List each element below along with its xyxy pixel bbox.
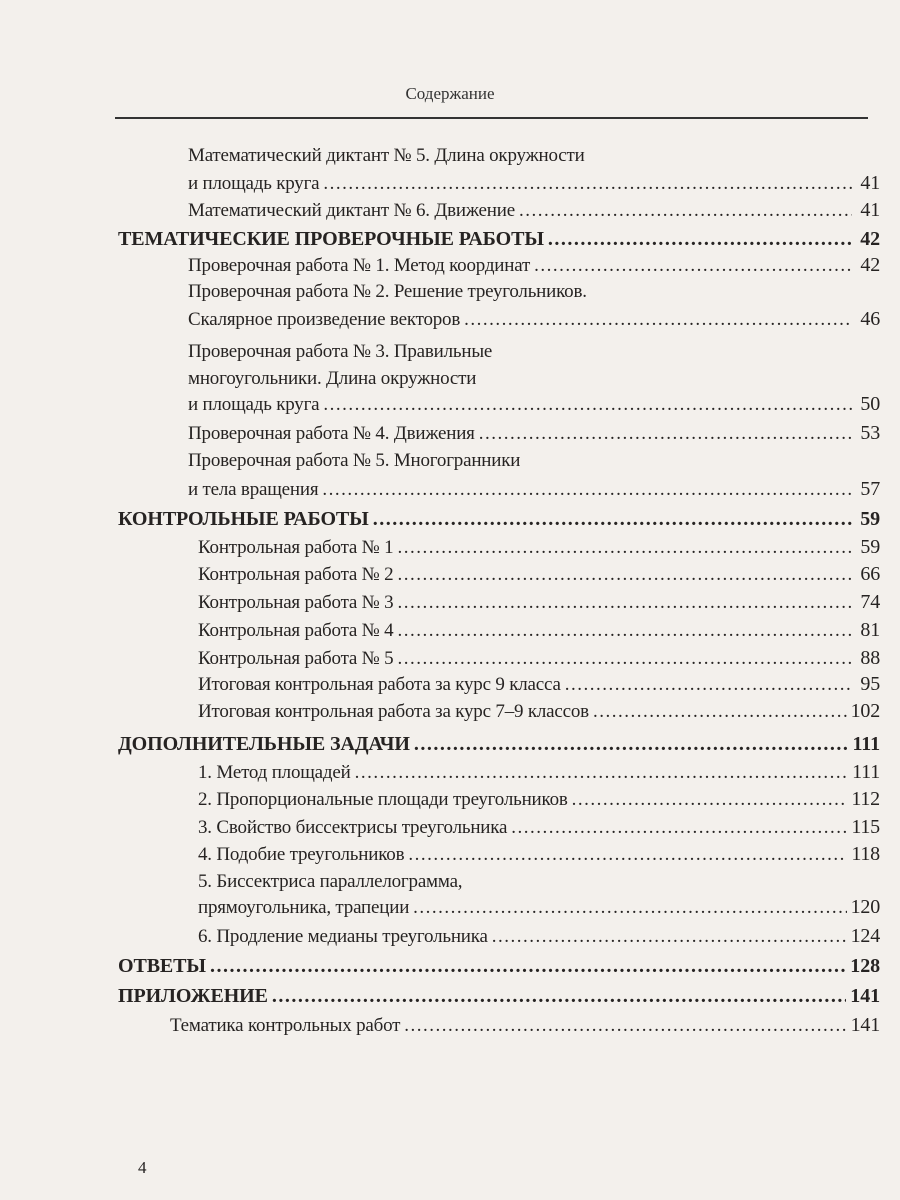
dot-leader xyxy=(397,564,852,586)
toc-entry xyxy=(0,591,880,619)
dot-leader xyxy=(492,926,847,948)
dot-leader xyxy=(355,762,848,784)
dot-leader xyxy=(397,592,852,614)
toc-page-number: 120 xyxy=(850,896,880,918)
toc-entry xyxy=(0,788,880,816)
toc-entry xyxy=(0,816,880,844)
toc-page-number: 111 xyxy=(852,761,880,783)
toc-entry xyxy=(0,199,880,227)
toc-page-number: 88 xyxy=(860,647,880,669)
toc-entry xyxy=(0,281,880,309)
dot-leader xyxy=(397,648,852,670)
toc-entry xyxy=(0,341,880,369)
toc-entry-title: Итоговая контрольная работа за курс 9 класса xyxy=(198,674,561,695)
toc-entry-title: Контрольная работа № 4 xyxy=(198,620,394,641)
toc-entry-title: 6. Продление медианы треугольника xyxy=(198,926,488,947)
toc-entry xyxy=(0,925,880,953)
toc-page-number: 57 xyxy=(860,478,880,500)
toc-entry-title: КОНТРОЛЬНЫЕ РАБОТЫ xyxy=(118,508,369,530)
toc-page-number: 124 xyxy=(850,925,880,947)
toc-entry xyxy=(0,450,880,478)
toc-section-heading xyxy=(0,508,880,536)
toc-section-heading xyxy=(0,228,880,256)
header-rule xyxy=(115,117,868,119)
toc-entry-title: Контрольная работа № 3 xyxy=(198,592,394,613)
dot-leader xyxy=(397,620,852,642)
toc-page-number: 41 xyxy=(860,199,880,221)
toc-entry xyxy=(0,254,880,282)
dot-leader xyxy=(565,674,852,696)
dot-leader xyxy=(408,844,847,866)
toc-page-number: 59 xyxy=(860,536,880,558)
dot-leader xyxy=(322,479,852,501)
toc-page-number: 141 xyxy=(850,1014,880,1036)
toc-page-number: 102 xyxy=(850,700,880,722)
toc-entry xyxy=(0,871,880,899)
toc-entry xyxy=(0,563,880,591)
toc-entry-title: Проверочная работа № 3. Правильные xyxy=(188,341,493,362)
toc-page-number: 81 xyxy=(860,619,880,641)
toc-page-number: 50 xyxy=(860,393,880,415)
toc-entry-title: 2. Пропорциональные площади треугольников xyxy=(198,789,568,810)
dot-leader xyxy=(397,537,852,559)
toc-page-number: 118 xyxy=(851,843,880,865)
toc-page-number: 128 xyxy=(850,955,880,977)
dot-leader xyxy=(511,817,847,839)
toc-entry xyxy=(0,843,880,871)
page-number: 4 xyxy=(138,1158,147,1177)
toc-entry-title: Математический диктант № 6. Движение xyxy=(188,200,515,221)
dot-leader xyxy=(534,255,852,277)
dot-leader xyxy=(323,173,852,195)
toc-entry-title: Проверочная работа № 4. Движения xyxy=(188,423,475,444)
toc-entry-title: 3. Свойство биссектрисы треугольника xyxy=(198,817,508,838)
toc-entry xyxy=(0,700,880,728)
toc-entry-title: Скалярное произведение векторов xyxy=(188,309,461,330)
dot-leader xyxy=(479,423,852,445)
dot-leader xyxy=(413,897,846,919)
dot-leader xyxy=(572,789,848,811)
dot-leader xyxy=(210,955,846,978)
toc-page-number: 46 xyxy=(860,308,880,330)
toc-page-number: 112 xyxy=(851,788,880,810)
toc-page-number: 115 xyxy=(851,816,880,838)
toc-entry-title: Тематика контрольных работ xyxy=(170,1015,401,1036)
toc-entry-title: 1. Метод площадей xyxy=(198,762,351,783)
toc-entry xyxy=(0,478,880,506)
dot-leader xyxy=(519,200,852,222)
toc-entry-title: ПРИЛОЖЕНИЕ xyxy=(118,985,268,1007)
toc-page-number: 42 xyxy=(860,254,880,276)
toc-entry-title: и площадь круга xyxy=(188,173,320,194)
toc-section-heading xyxy=(0,955,880,983)
toc-entry-title: Контрольная работа № 2 xyxy=(198,564,394,585)
toc-page-number: 41 xyxy=(860,172,880,194)
toc-entry-title: ДОПОЛНИТЕЛЬНЫЕ ЗАДАЧИ xyxy=(118,733,410,755)
toc-entry-title: и тела вращения xyxy=(188,479,319,500)
dot-leader xyxy=(272,985,846,1008)
toc-entry-title: Проверочная работа № 5. Многогранники xyxy=(188,450,521,471)
toc-entry xyxy=(0,393,880,421)
toc-entry-title: ОТВЕТЫ xyxy=(118,955,206,977)
toc-entry-title: 4. Подобие треугольников xyxy=(198,844,405,865)
toc-page-number: 59 xyxy=(860,508,880,530)
toc-entry-title: многоугольники. Длина окружности xyxy=(188,368,477,389)
toc-entry xyxy=(0,308,880,336)
toc-entry-title: ТЕМАТИЧЕСКИЕ ПРОВЕРОЧНЫЕ РАБОТЫ xyxy=(118,228,544,250)
toc-entry-title: Проверочная работа № 2. Решение треугольников. xyxy=(188,281,587,302)
toc-page-number: 66 xyxy=(860,563,880,585)
toc-entry xyxy=(0,647,880,675)
toc-entry-title: и площадь круга xyxy=(188,394,320,415)
toc-entry-title: Математический диктант № 5. Длина окружности xyxy=(188,145,585,166)
toc-entry xyxy=(0,619,880,647)
dot-leader xyxy=(373,508,852,531)
toc-entry-title: 5. Биссектриса параллелограмма, xyxy=(198,871,463,892)
toc-page-number: 141 xyxy=(850,985,880,1007)
toc-page-number: 111 xyxy=(852,733,880,755)
toc-page-number: 42 xyxy=(860,228,880,250)
toc-page-number: 74 xyxy=(860,591,880,613)
toc-section-heading xyxy=(0,985,880,1013)
toc-page-number: 53 xyxy=(860,422,880,444)
running-header: Содержание xyxy=(405,84,495,103)
toc-entry xyxy=(0,536,880,564)
toc-entry-title: Проверочная работа № 1. Метод координат xyxy=(188,255,531,276)
toc-entry xyxy=(0,896,880,924)
toc-page-number: 95 xyxy=(860,673,880,695)
toc-entry xyxy=(0,673,880,701)
toc-entry xyxy=(0,368,880,396)
toc-entry xyxy=(0,1014,880,1042)
toc-entry-title: Контрольная работа № 5 xyxy=(198,648,394,669)
toc-entry-title: Контрольная работа № 1 xyxy=(198,537,394,558)
toc-entry xyxy=(0,172,880,200)
dot-leader xyxy=(404,1015,846,1037)
dot-leader xyxy=(548,228,852,251)
toc-entry xyxy=(0,761,880,789)
dot-leader xyxy=(464,309,852,331)
toc-entry-title: Итоговая контрольная работа за курс 7–9 классов xyxy=(198,701,589,722)
dot-leader xyxy=(593,701,847,723)
dot-leader xyxy=(414,733,849,756)
dot-leader xyxy=(323,394,852,416)
toc-entry xyxy=(0,422,880,450)
toc-entry-title: прямоугольника, трапеции xyxy=(198,897,410,918)
toc-section-heading xyxy=(0,733,880,761)
toc-entry xyxy=(0,145,880,173)
